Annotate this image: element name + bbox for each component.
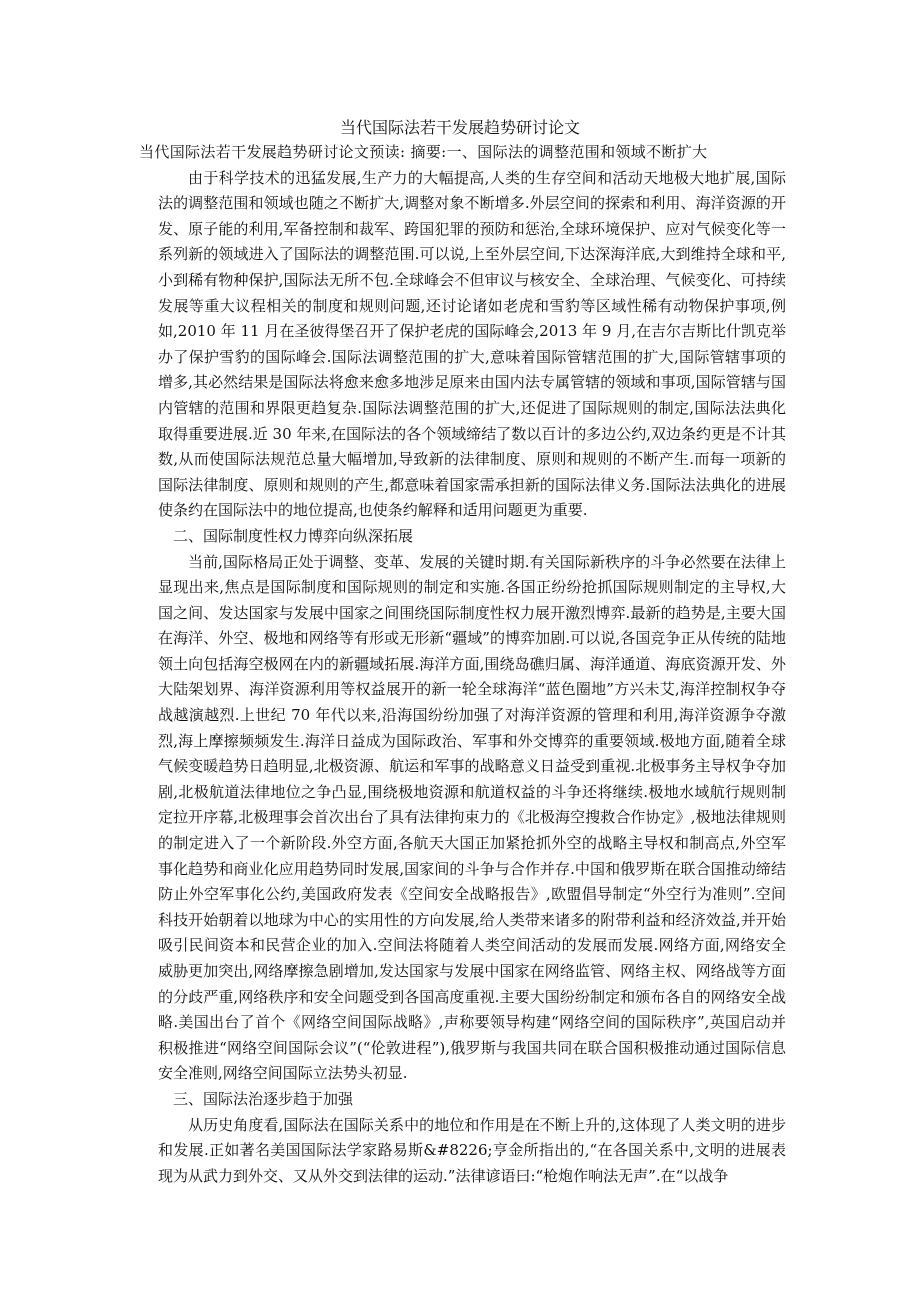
section-heading-rule-of-law: 三、国际法治逐步趋于加强 xyxy=(173,1089,354,1108)
document-body xyxy=(139,140,786,1189)
document-subtitle: 当代国际法若干发展趋势研讨论文预读: 摘要:一、国际法的调整范围和领域不断扩大 xyxy=(139,143,708,161)
document-title: 当代国际法若干发展趋势研讨论文 xyxy=(339,118,580,137)
paragraph-institutional-power: 当前,国际格局正处于调整、变革、发展的关键时期.有关国际新秩序的斗争必然要在法律上显现出来,焦点是国际制度和国际规则的制定和实施.各国正纷纷抢抓国际规则制定的主导权,大国之间、发达国家与发展中国家之间围绕国际制度性权力展开激烈博弈.最新的趋势是,主要大国在海洋、外空、极地和网络等有形或无形新“疆域”的博弈加剧.可以说,各国竞争正从传统的陆地领土向包括海空极网在内的新疆域拓展.海洋方面,围绕岛礁归属、海洋通道、海底资源开发、外大陆架划界、海洋资源利用等权益展开的新一轮全球海洋“蓝色圈地”方兴未艾,海洋控制权争夺战越演越烈.上世纪 70 年代以来,沿海国纷纷加强了对海洋资源的管理和利用,海洋资源争夺激烈,海上摩擦频频发生.海洋日益成为国际政治、军事和外交博弈的重要领域.极地方面,随着全球气候变暖趋势日趋明显,北极资源、航运和军事的战略意义日益受到重视.北极事务主导权争夺加剧,北极航道法律地位之争凸显,围绕极地资源和航道权益的斗争还将继续.极地水域航行规则制定拉开序幕,北极理事会首次出台了具有法律拘束力的《北极海空搜救合作协定》,极地法律规则的制定进入了一个新阶段.外空方面,各航天大国正加紧抢抓外空的战略主导权和制高点,外空军事化趋势和商业化应用趋势同时发展,国家间的斗争与合作并存.中国和俄罗斯在联合国推动缔结防止外空军事化公约,美国政府发表《空间安全战略报告》,欧盟倡导制定“外空行为准则”.空间科技开始朝着以地球为中心的实用性的方向发展,给人类带来诸多的附带利益和经济效益,并开始吸引民间资本和民营企业的加入.空间法将随着人类空间活动的发展而发展.网络方面,网络安全威胁更加突出,网络摩擦急剧增加,发达国家与发展中国家在网络监管、网络主权、网络战等方面的分歧严重,网络秩序和安全问题受到各国高度重视.主要大国纷纷制定和颁布各自的网络安全战略.美国出台了首个《网络空间国际战略》,声称要领导构建“网络空间的国际秩序”,英国启动并积极推进“网络空间国际会议”(“伦敦进程”),俄罗斯与我国共同在联合国积极推动通过国际信息安全准则,网络空间国际立法势头初显. xyxy=(158,552,786,1083)
paragraph-rule-of-law: 从历史角度看,国际法在国际关系中的地位和作用是在不断上升的,这体现了人类文明的进步和发展.正如著名美国国际法学家路易斯&#8226;亨金所指出的,“在各国关系中,文明的进展表现为从武力到外交、又从外交到法律的运动.”法律谚语曰:“枪炮作响法无声”.在“以战争 xyxy=(158,1115,786,1185)
section-heading-institutional-power: 二、国际制度性权力博弈向纵深拓展 xyxy=(173,526,414,545)
paragraph-scope-expansion: 由于科学技术的迅猛发展,生产力的大幅提高,人类的生存空间和活动天地极大地扩展,国际法的调整范围和领域也随之不断扩大,调整对象不断增多.外层空间的探索和利用、海洋资源的开发、原子能的利用,军备控制和裁军、跨国犯罪的预防和惩治,全球环境保护、应对气候变化等一系列新的领域进入了国际法的调整范围.可以说,上至外层空间,下达深海洋底,大到维持全球和平,小到稀有物种保护,国际法无所不包.全球峰会不但审议与核安全、全球治理、气候变化、可持续发展等重大议程相关的制度和规则问题,还讨论诸如老虎和雪豹等区域性稀有动物保护事项,例如,2010 年 11 月在圣彼得堡召开了保护老虎的国际峰会,2013 年 9 月,在吉尔吉斯比什凯克举办了保护雪豹的国际峰会.国际法调整范围的扩大,意味着国际管辖范围的扩大,国际管辖事项的增多,其必然结果是国际法将愈来愈多地涉足原来由国内法专属管辖的领域和事项,国际管辖与国内管辖的范围和界限更趋复杂.国际法调整范围的扩大,还促进了国际规则的制定,国际法法典化取得重要进展.近 30 年来,在国际法的各个领域缔结了数以百计的多边公约,双边条约更是不计其数,从而使国际法规范总量大幅增加,导致新的法律制度、原则和规则的不断产生.而每一项新的国际法律制度、原则和规则的产生,都意味着国家需承担新的国际法律义务.国际法法典化的进展使条约在国际法中的地位提高,也使条约解释和适用问题更为重要. xyxy=(158,168,786,520)
